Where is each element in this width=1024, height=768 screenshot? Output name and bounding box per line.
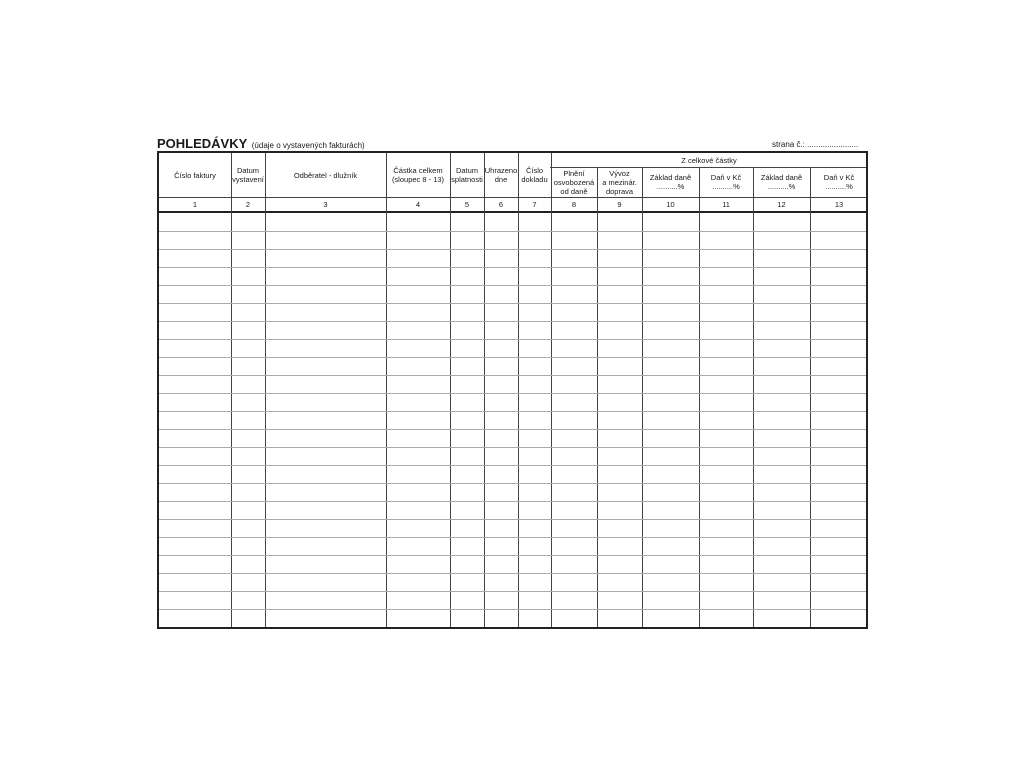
table-row-line [159, 447, 866, 448]
column-number-10: 10 [666, 199, 675, 209]
table-row-line [159, 429, 866, 430]
table-row-line [159, 591, 866, 592]
column-number-11: 11 [722, 199, 730, 209]
column-header-13: Daň v Kč ..........% [823, 173, 855, 191]
table-row-line [159, 609, 866, 610]
table-row-line [159, 573, 866, 574]
column-number-8: 8 [571, 199, 577, 209]
column-header-6: Uhrazeno dne [484, 166, 518, 184]
column-divider [597, 167, 598, 627]
table-row-line [159, 321, 866, 322]
column-number-9: 9 [617, 199, 622, 209]
page-number-field: strana č.: ....................... [772, 140, 859, 149]
column-number-6: 6 [498, 199, 504, 209]
column-header-12: Základ daně ..........% [760, 173, 803, 191]
column-divider [642, 167, 643, 627]
table-row-line [159, 267, 866, 268]
column-number-5: 5 [464, 199, 470, 209]
table-row-line [159, 411, 866, 412]
column-number-3: 3 [323, 199, 328, 209]
column-header-10: Základ daně ..........% [649, 173, 692, 191]
column-header-11: Daň v Kč ..........% [710, 173, 742, 191]
table-row-line [159, 285, 866, 286]
table-row-line [159, 375, 866, 376]
column-header-4: Částka celkem (sloupec 8 - 13) [391, 166, 445, 184]
table-row-line [159, 501, 866, 502]
table-row-line [159, 357, 866, 358]
table-row-line [159, 537, 866, 538]
column-header-3: Odběratel - dlužník [293, 170, 358, 180]
table-row-line [159, 339, 866, 340]
column-divider [699, 167, 700, 627]
table-row-line [159, 231, 866, 232]
column-divider [810, 167, 811, 627]
form-title-main: POHLEDÁVKY [157, 136, 248, 151]
column-header-8: Plnění osvobozená od daně [553, 168, 595, 196]
table-row-line [159, 519, 866, 520]
table-row-line [159, 465, 866, 466]
receivables-table [157, 151, 868, 629]
form-title-subtitle: (údaje o vystavených fakturách) [251, 141, 365, 150]
table-row-line [159, 303, 866, 304]
table-row-line [159, 393, 866, 394]
column-number-13: 13 [834, 199, 844, 209]
column-header-2: Datum vystavení [232, 166, 264, 184]
column-number-7: 7 [532, 199, 537, 209]
table-row-line [159, 555, 866, 556]
column-number-2: 2 [245, 199, 251, 209]
table-row-line [159, 249, 866, 250]
table-row-line [159, 483, 866, 484]
column-number-1: 1 [192, 199, 198, 209]
column-header-7: Číslo dokladu [521, 166, 548, 184]
column-number-4: 4 [415, 199, 421, 209]
column-divider [753, 167, 754, 627]
column-header-9: Vývoz a mezinár. doprava [602, 168, 637, 196]
column-number-12: 12 [777, 199, 786, 209]
column-header-5: Datum splatnosti [451, 166, 483, 184]
group-header-label: Z celkové částky [681, 155, 737, 165]
column-header-1: Číslo faktury [174, 170, 216, 180]
